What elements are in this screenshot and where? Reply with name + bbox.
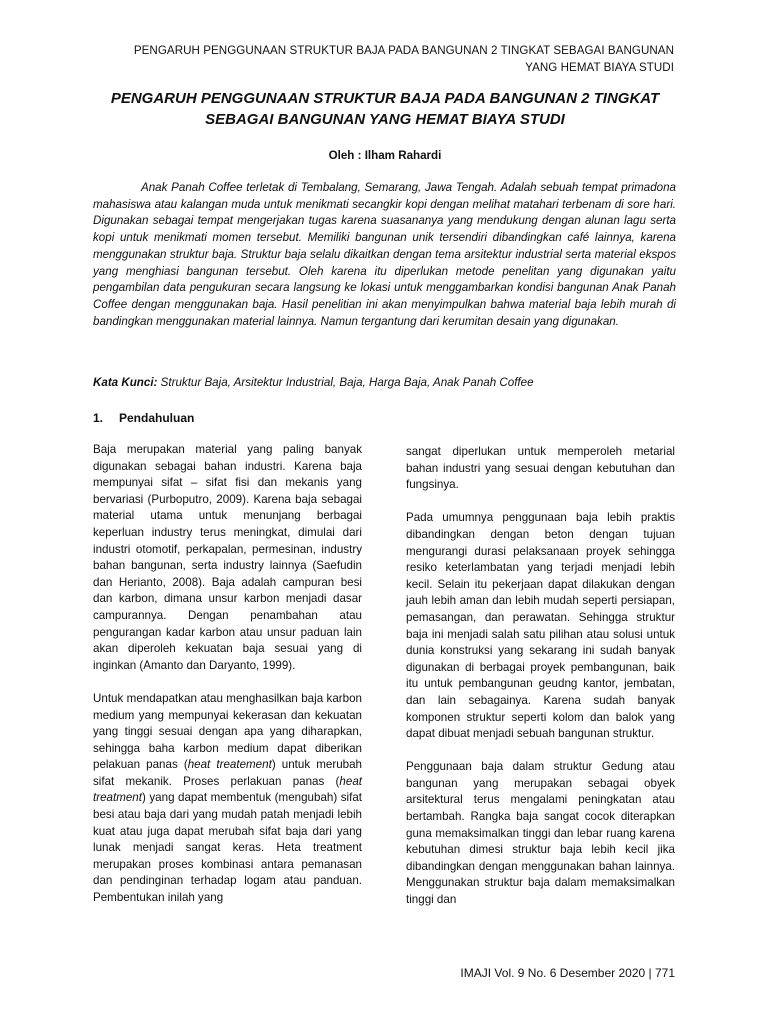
left-paragraph-2-part-b: ) untuk merubah sifat mekanik. Proses perlakuan panas (: [93, 758, 362, 788]
right-paragraph-1: sangat diperlukan untuk memperoleh metarial bahan industri yang sesuai dengan kebutuhan dan fungsinya.: [406, 445, 675, 492]
author-line: Oleh : Ilham Rahardi: [328, 149, 442, 162]
keywords-text: Struktur Baja, Arsitektur Industrial, Baja, Harga Baja, Anak Panah Coffee: [157, 376, 534, 389]
left-column: [93, 442, 362, 923]
section-heading: [93, 411, 194, 425]
paper-title: [90, 88, 680, 130]
keywords-label: Kata Kunci:: [93, 376, 158, 389]
abstract: Anak Panah Coffee terletak di Tembalang, Semarang, Jawa Tengah. Adalah sebuah tempat primadona mahasiswa atau kalangan muda untuk menikmati secangkir kopi dengan melihat matahari terbenam di sore hari. Digunakan sebagai tempat mengerjakan tugas karena suasananya yang mendukung dengan alunan lagu serta kopi untuk menikmati momen tersebut. Memiliki bangunan unik tersendiri dibandingkan café lainnya, karena menggunakan struktur baja. Struktur baja selalu dikaitkan dengan tema arsitektur industrial serta material ekspos yang menghiasi bangunan tersebut. Oleh karena itu diperlukan metode penelitan yang digunakan yaitu pengambilan data pengukuran secara langsung ke lokasi untuk menggambarkan kondisi bangunan Anak Panah Coffee dengan menggunakan baja. Hasil penelitian ini akan menyimpulkan bahwa material baja lebih murah di bandingkan menggunakan material lainnya. Namun tergantung dari kerumitan desain yang digunakan.: [93, 181, 676, 328]
left-paragraph-1: Baja merupakan material yang paling banyak digunakan sebagai bahan industri. Karena baja mempunyai sifat – sifat fisi dan mekanis yang bervariasi (Purboputro, 2009). Karena baja sebagai material utama untuk menunjang berbagai keperluan industry terus meningkat, dimulai dari industri otomotif, perkapalan, permesinan, industry bahan bangunan, serta industry lainnya (Saefudin dan Herianto, 2008). Baja adalah campuran besi dan karbon, dimana unsur karbon menjadi dasar campurannya. Dengan penambahan atau pengurangan kadar karbon atau unsur paduan lain akan diperoleh kekuatan baja sesuai yang di inginkan (Amanto dan Daryanto, 1999).: [93, 443, 362, 672]
paper-title-line-1: PENGARUH PENGGUNAAN STRUKTUR BAJA PADA BANGUNAN 2 TINGKAT: [110, 90, 660, 107]
left-paragraph-2-part-c: ) yang dapat membentuk (mengubah) sifat besi atau baja dari yang mudah patah menjadi lebih kuat atau juga dapat merubah sifat baja dari yang lunak menjadi sangat keras. Heta treatment merupakan proses kombinasi antara pemanasan dan pendinginan terhadap logam atau panduan. Pembentukan inilah yang: [93, 791, 362, 905]
section-number: 1.: [93, 411, 104, 425]
right-column: [406, 444, 675, 925]
left-paragraph-2-part-a: Untuk mendapatkan atau menghasilkan baja karbon medium yang mempunyai kekerasan dan kekuatan yang tinggi sesuai dengan apa yang diharapkan, sehingga baha karbon medium dapat diberikan pelakuan panas (: [93, 691, 362, 772]
running-header: [74, 42, 674, 76]
left-paragraph-2: [93, 691, 362, 907]
keywords: [93, 376, 676, 389]
running-header-line-2: YANG HEMAT BIAYA STUDI: [525, 61, 674, 74]
left-paragraph-2-italic-1: heat treatement: [187, 758, 272, 772]
page-footer: IMAJI Vol. 9 No. 6 Desember 2020 | 771: [460, 966, 675, 980]
right-paragraph-3: Penggunaan baja dalam struktur Gedung atau bangunan yang merupakan sebagai obyek arsitektural terus mengalami peningkatan atau bertambah. Rangka baja sangat cocok diterapkan guna memaksimalkan tinggi dan lebar ruang karena kebutuhan dimesi struktur baja lebih kecil jika dibandingkan dengan menggunakan bahan lainnya. Menggunakan struktur baja dalam memaksimalkan tinggi dan: [406, 760, 675, 907]
right-paragraph-2: Pada umumnya penggunaan baja lebih praktis dibandingkan dengan beton dengan tujuan mengurangi durasi pelaksanaan proyek sehingga resiko keterlambatan yang terjadi menjadi lebih kecil. Selain itu pekerjaan dapat dilakukan dengan jauh lebih aman dan lebih mudah seperti persiapan, pemasangan, dan perawatan. Sehingga struktur baja ini menjadi salah satu pilihan atau solusi untuk dunia konstruksi yang sekarang ini sudah banyak digunakan di berbagai proyek pembangunan, baik itu untuk pembangunan geudng kantor, jembatan, dan lain sebagainya. Karena sudah banyak komponen struktur seperti kolom dan balok yang dapat dibuat menjadi sebuah bangunan struktur.: [406, 511, 675, 741]
running-header-line-1: PENGARUH PENGGUNAAN STRUKTUR BAJA PADA BANGUNAN 2 TINGKAT SEBAGAI BANGUNAN: [133, 44, 674, 57]
left-paragraph-2-italic-2: heat treatment: [93, 774, 362, 805]
section-title: Pendahuluan: [119, 411, 195, 425]
paper-title-line-2: SEBAGAI BANGUNAN YANG HEMAT BIAYA STUDI: [205, 111, 565, 128]
